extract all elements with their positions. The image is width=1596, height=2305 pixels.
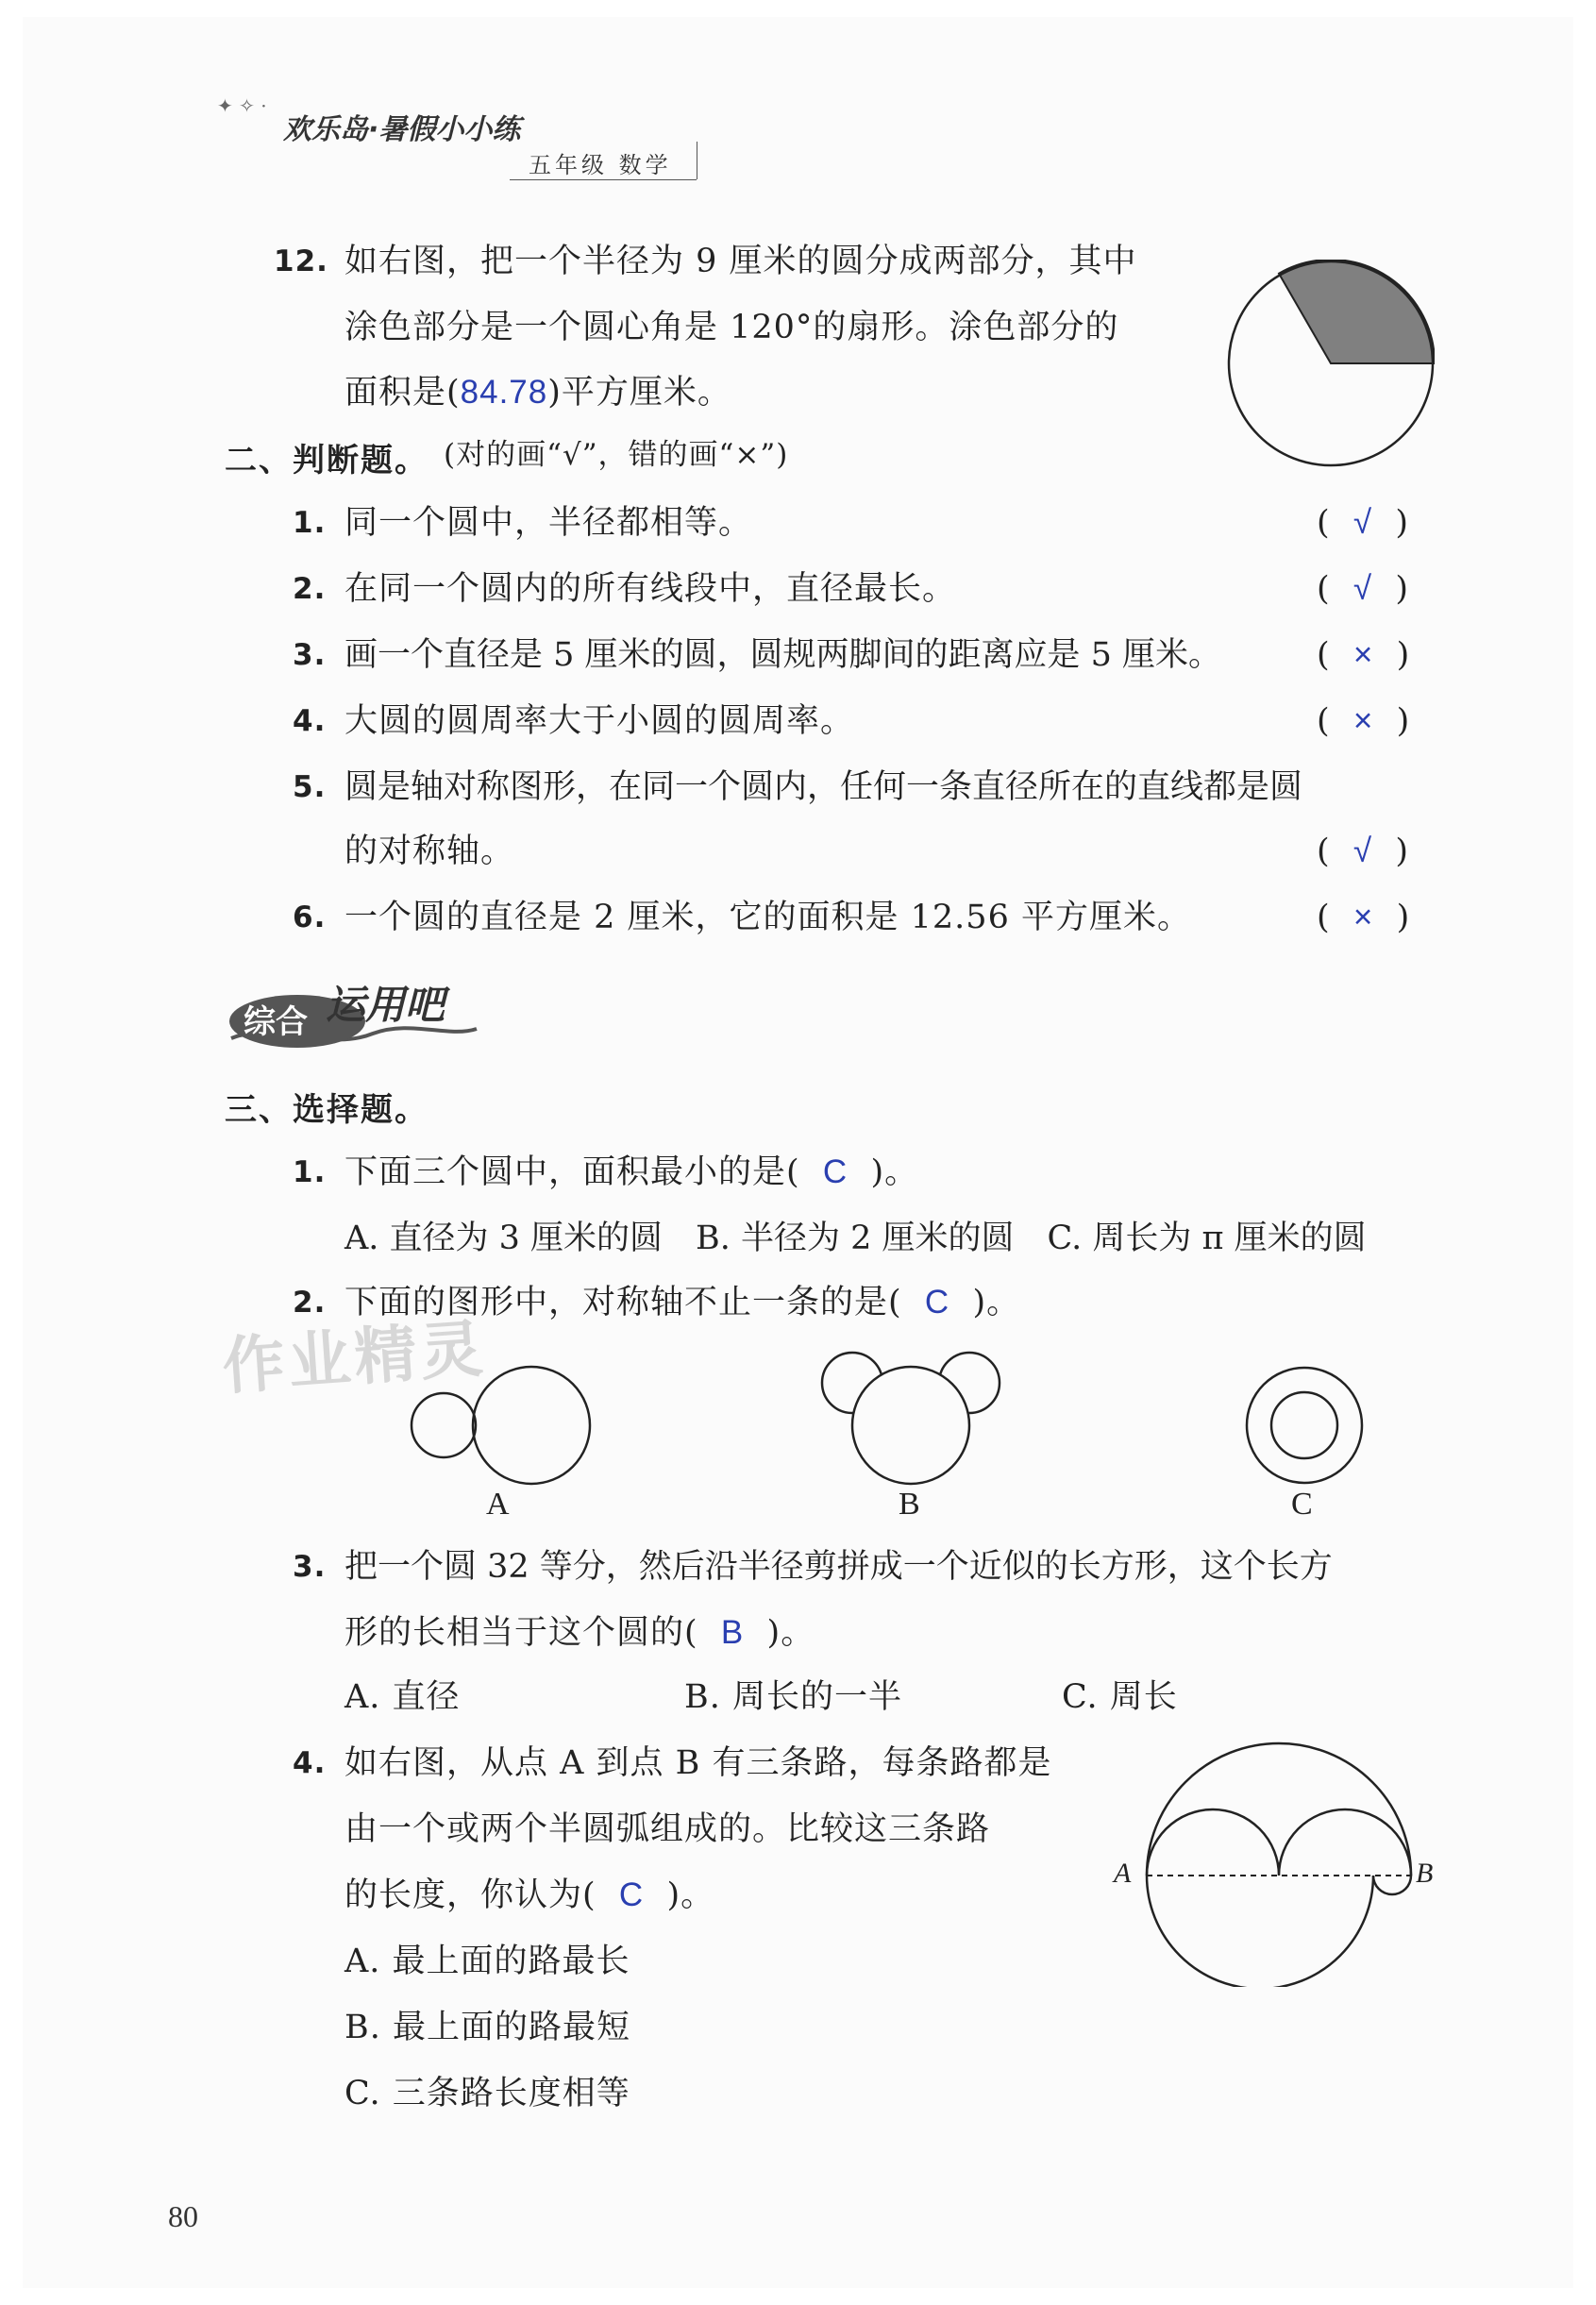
s3-q3-line2: [344, 1612, 815, 1654]
s3-q4-answer: C: [618, 1876, 645, 1913]
s2-item5-text2: 的对称轴。: [344, 833, 515, 870]
s2-item2-number: 2.: [293, 572, 327, 606]
s3-q3-line2-pre: 形的长相当于这个圆的(: [344, 1614, 698, 1652]
q4-bottom-path: [1147, 1876, 1373, 1987]
s3-q1-stem-post: )。: [870, 1153, 919, 1191]
s2-item2-text: 在同一个圆内的所有线段中，直径最长。: [344, 570, 957, 608]
banner-part2: 运用吧: [326, 982, 445, 1028]
s3-q1-stem-pre: 下面三个圆中，面积最小的是(: [344, 1153, 800, 1191]
page-number: 80: [168, 2199, 198, 2233]
q12-line3-post: )平方厘米。: [547, 374, 731, 412]
s2-item1-text: 同一个圆中，半径都相等。: [344, 504, 753, 542]
s3-q2-figure-b: [816, 1345, 1005, 1487]
s2-item3-text: 画一个直径是 5 厘米的圆，圆规两脚间的距离应是 5 厘米。: [344, 636, 1222, 674]
s2-item5-answer-box: ( √ ): [1317, 833, 1410, 870]
s2-item3-number: 3.: [293, 638, 327, 672]
s2-item6-answer: ×: [1352, 899, 1374, 935]
q12-line1: 如右图，把一个半径为 9 厘米的圆分成两部分，其中: [344, 243, 1137, 280]
s2-item4-answer: ×: [1352, 702, 1374, 739]
s3-q4-line3: [344, 1875, 714, 1916]
s3-q2-label-a: A: [486, 1487, 510, 1522]
s2-item2-answer-box: ( √ ): [1317, 570, 1410, 608]
s2-item5-text: 圆是轴对称图形，在同一个圆内，任何一条直径所在的直线都是圆: [344, 768, 1303, 806]
section3-title: 三、选择题。: [225, 1091, 428, 1129]
s3-q4-option-a: A. 最上面的路最长: [344, 1943, 630, 1980]
s3-q3-option-c: C. 周长: [1062, 1678, 1178, 1716]
s3-q1-options: A. 直径为 3 厘米的圆 B. 半径为 2 厘米的圆 C. 周长为 π 厘米的圆: [344, 1220, 1367, 1257]
q4-small-arc: [1373, 1876, 1411, 1894]
s2-item4-text: 大圆的圆周率大于小圆的圆周率。: [344, 702, 855, 740]
s2-item1-number: 1.: [293, 506, 327, 540]
s3-q2-answer: C: [924, 1284, 950, 1321]
s3-q3-line2-post: )。: [766, 1614, 815, 1652]
q12-number: 12.: [274, 244, 328, 278]
s3-q4-number: 4.: [293, 1746, 327, 1780]
q12-line2: 涂色部分是一个圆心角是 120°的扇形。涂色部分的: [344, 309, 1119, 346]
q12-shaded-sector: [1279, 260, 1435, 363]
s3-q2-stem-post: )。: [972, 1284, 1021, 1321]
s3-q2-stem-pre: 下面的图形中，对称轴不止一条的是(: [344, 1284, 902, 1321]
s3-q4-point-a: A: [1114, 1858, 1132, 1889]
s3-q4-line3-pre: 的长度，你认为(: [344, 1876, 596, 1914]
s3-q4-option-b: B. 最上面的路最短: [344, 2009, 630, 2046]
s2-item5-answer: √: [1352, 833, 1373, 869]
s2-item5-number: 5.: [293, 770, 327, 804]
header-rule: [510, 179, 697, 180]
s3-q4-line1: 如右图，从点 A 到点 B 有三条路，每条路都是: [344, 1744, 1052, 1782]
s3-q3-answer: B: [720, 1614, 745, 1651]
s2-item6-number: 6.: [293, 900, 327, 934]
watermark: 作业精灵: [220, 1312, 489, 1404]
header-subtitle: 五年级 数学: [529, 152, 672, 178]
s3-q3-number: 3.: [293, 1550, 327, 1584]
s2-item3-answer: ×: [1352, 636, 1374, 673]
s3-q4-line3-post: )。: [666, 1876, 715, 1914]
s3-q4-paths-figure: [1133, 1732, 1416, 1987]
header-stars-icon: ✦ ✧ ·: [217, 94, 267, 117]
q4-middle-path: [1147, 1809, 1411, 1876]
s3-q3-option-b: B. 周长的一半: [684, 1678, 902, 1716]
s3-q4-point-b: B: [1416, 1858, 1434, 1889]
s3-q2-figure-c: [1238, 1359, 1370, 1491]
section2-title: 二、判断题。: [225, 442, 428, 480]
s2-item4-number: 4.: [293, 704, 327, 738]
q12-answer: 84.78: [460, 374, 548, 411]
q12-line3-pre: 面积是(: [344, 374, 461, 412]
s3-q2-label-c: C: [1291, 1487, 1313, 1522]
s2-item6-text: 一个圆的直径是 2 厘米，它的面积是 12.56 平方厘米。: [344, 899, 1191, 936]
s3-q2-figure-a: [406, 1359, 595, 1491]
q12-line3: [344, 372, 731, 413]
s3-q1-number: 1.: [293, 1155, 327, 1189]
s2-item1-answer-box: ( √ ): [1317, 504, 1410, 542]
s3-q2-label-b: B: [899, 1487, 920, 1522]
s3-q4-line2: 由一个或两个半圆弧组成的。比较这三条路: [344, 1810, 991, 1848]
s2-item6-answer-box: ( × ): [1317, 899, 1411, 936]
s3-q1-stem: [344, 1152, 918, 1193]
s2-item1-answer: √: [1352, 504, 1373, 541]
s3-q1-answer: C: [822, 1153, 848, 1190]
header-title: 欢乐岛·暑假小小练: [283, 113, 521, 146]
banner-part1: 综合: [244, 1003, 308, 1041]
s3-q3-line1: 把一个圆 32 等分，然后沿半径剪拼成一个近似的长方形，这个长方: [344, 1548, 1333, 1586]
s3-q4-option-c: C. 三条路长度相等: [344, 2075, 630, 2112]
q4-top-path: [1147, 1743, 1411, 1876]
s3-q2-number: 2.: [293, 1286, 327, 1320]
s2-item3-answer-box: ( × ): [1317, 636, 1411, 674]
q12-sector-figure: [1227, 260, 1435, 467]
s2-item2-answer: √: [1352, 570, 1373, 607]
s3-q3-option-a: A. 直径: [344, 1678, 461, 1716]
section2-note: (对的画“√”，错的画“×”): [444, 438, 789, 472]
s2-item4-answer-box: ( × ): [1317, 702, 1411, 740]
